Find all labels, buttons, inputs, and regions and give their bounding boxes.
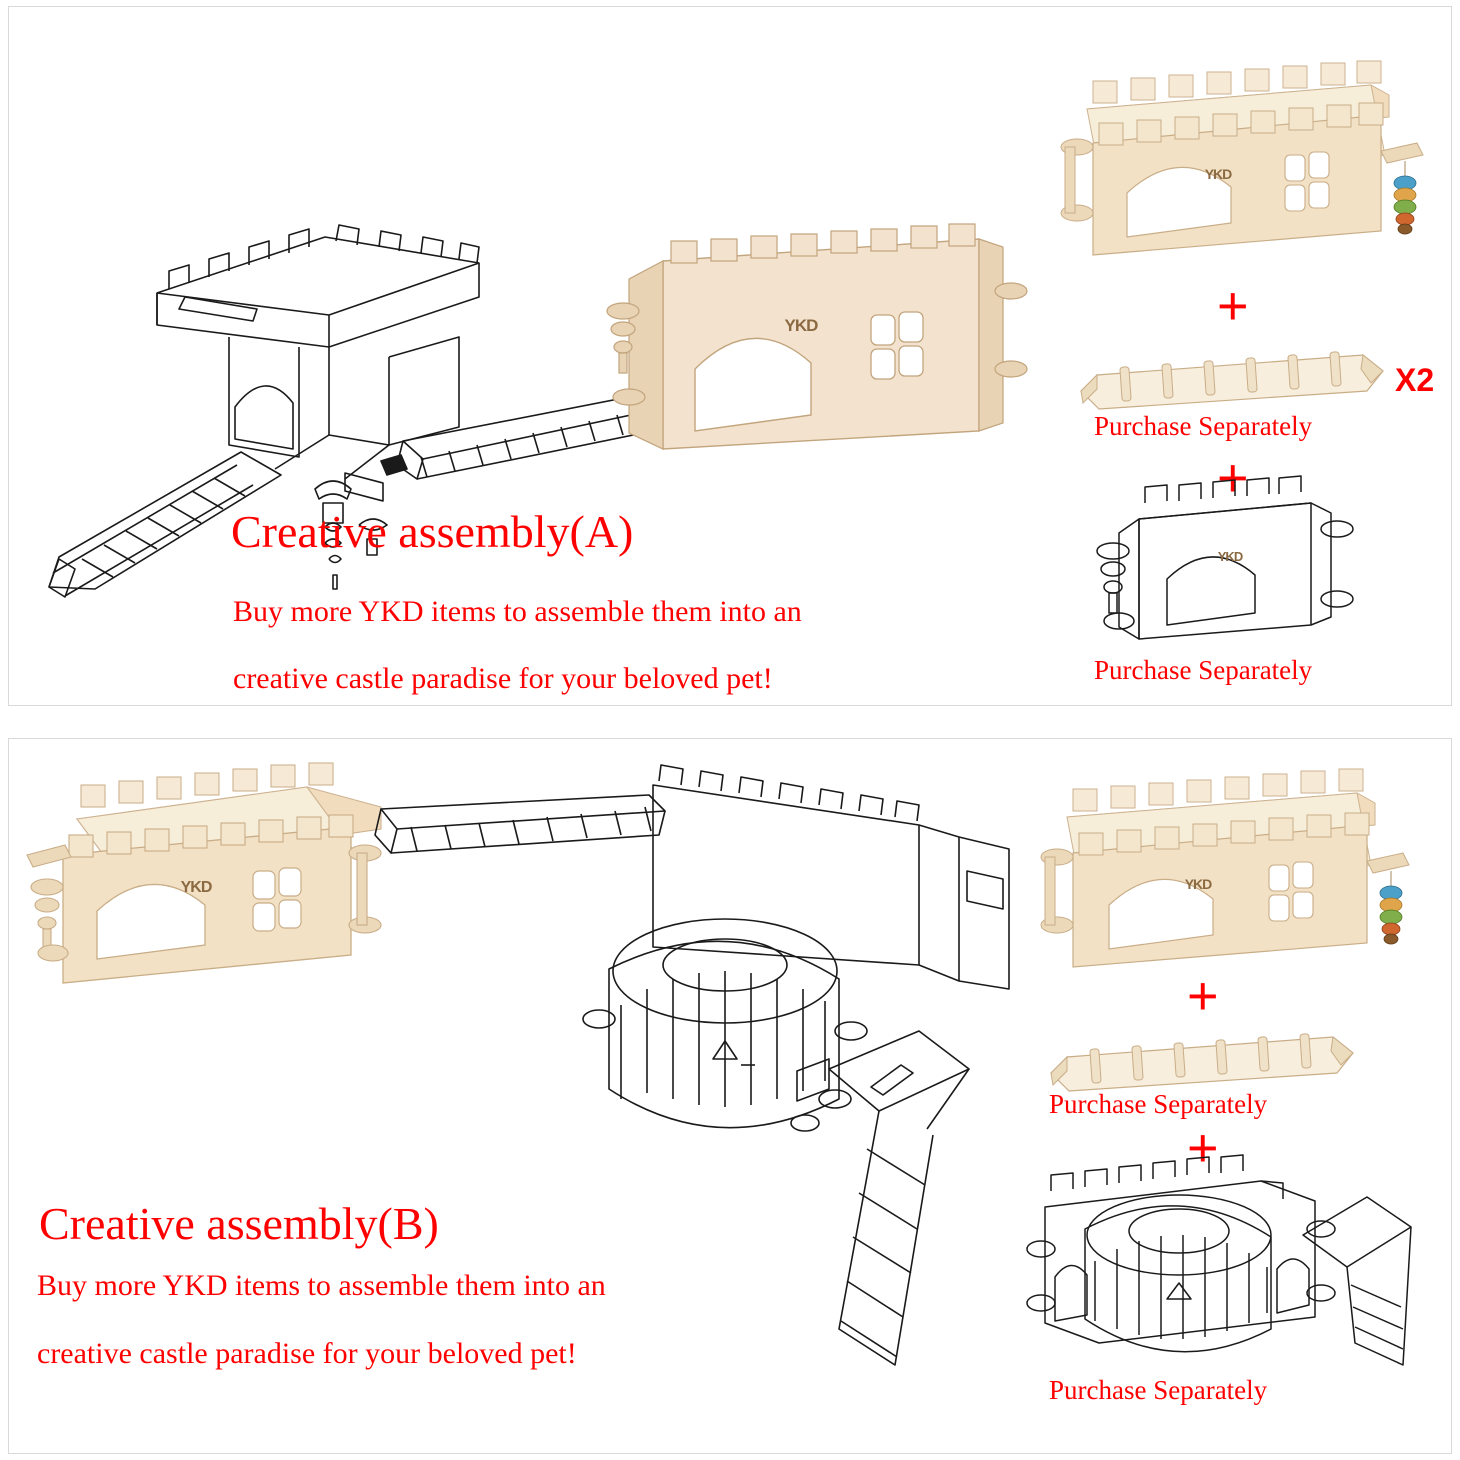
part-round-tower-lineart-b bbox=[1015, 1157, 1425, 1377]
panel-a-title: Creative assembly(A) bbox=[231, 506, 634, 557]
panel-b-title: Creative assembly(B) bbox=[39, 1198, 439, 1249]
brand-logo: YKD bbox=[1184, 876, 1212, 892]
bridge-quantity-badge: X2 bbox=[1395, 362, 1435, 398]
bridge-caption-a: Purchase Separately bbox=[1094, 411, 1313, 441]
part-small-castle-lineart-a bbox=[1079, 473, 1379, 653]
part-castle-house-photo-a bbox=[1041, 47, 1421, 267]
round-tower-caption-b: Purchase Separately bbox=[1049, 1375, 1268, 1405]
part-bridge-photo-a bbox=[1071, 337, 1391, 415]
brand-logo: YKD bbox=[784, 316, 818, 335]
plus-operator-b-1: + bbox=[1187, 966, 1219, 1026]
panel-creative-assembly-b bbox=[8, 738, 1452, 1454]
panel-divider bbox=[0, 722, 1460, 724]
part-bridge-photo-b bbox=[1041, 1019, 1361, 1097]
panel-a-subtitle-line1: Buy more YKD items to assemble them into an bbox=[233, 595, 802, 628]
brand-logo: YKD bbox=[180, 879, 212, 896]
plus-operator-b-2: + bbox=[1187, 1118, 1219, 1178]
panel-b-subtitle-line2: creative castle paradise for your beloved pet! bbox=[37, 1337, 577, 1370]
brand-logo: YKD bbox=[1217, 549, 1243, 564]
panel-creative-assembly-a bbox=[8, 6, 1452, 706]
plus-operator-a-2: + bbox=[1217, 448, 1249, 508]
part-castle-house-photo-b bbox=[1021, 755, 1411, 980]
small-castle-caption-a: Purchase Separately bbox=[1094, 655, 1313, 685]
panel-b-subtitle-line1: Buy more YKD items to assemble them into an bbox=[37, 1269, 606, 1302]
bridge-caption-b: Purchase Separately bbox=[1049, 1089, 1268, 1119]
panel-a-subtitle-line2: creative castle paradise for your beloved pet! bbox=[233, 662, 773, 695]
brand-logo: YKD bbox=[1204, 166, 1232, 182]
plus-operator-a-1: + bbox=[1217, 276, 1249, 336]
castle-house-illustration-a bbox=[599, 219, 1029, 469]
